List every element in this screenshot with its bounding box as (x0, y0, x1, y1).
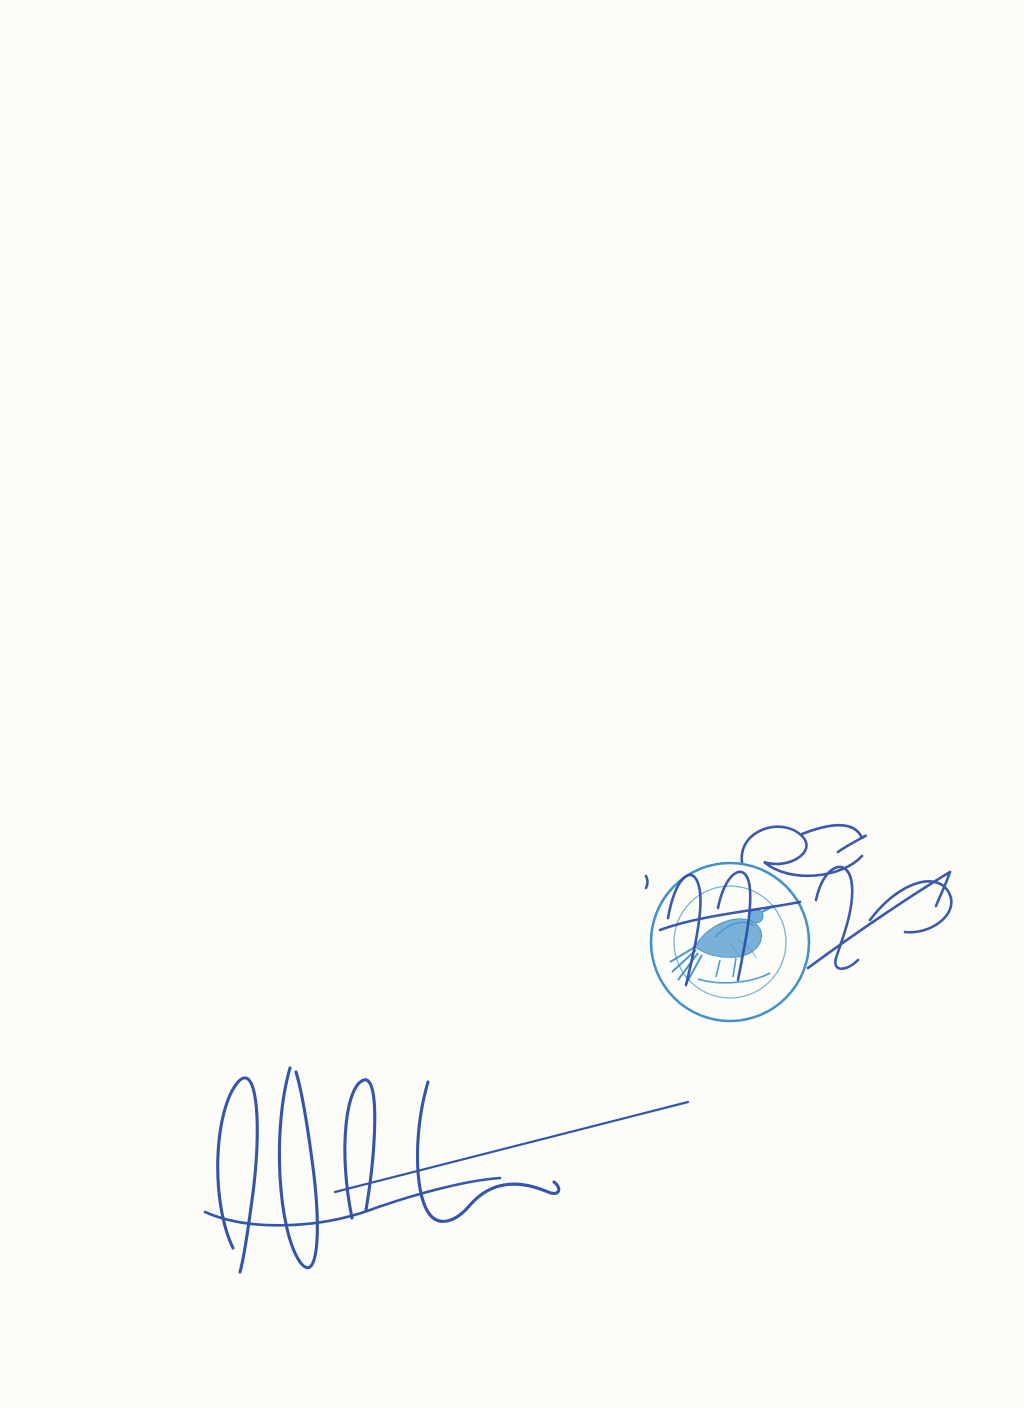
crescator-signature (205, 1068, 688, 1272)
handwritten-name (483, 918, 485, 968)
handwritten-committee-names (475, 818, 484, 968)
pigeon-emblem-icon (670, 907, 772, 984)
club-stamp (640, 852, 820, 1032)
handwritten-name (471, 868, 483, 918)
handwritten-name (475, 818, 481, 868)
